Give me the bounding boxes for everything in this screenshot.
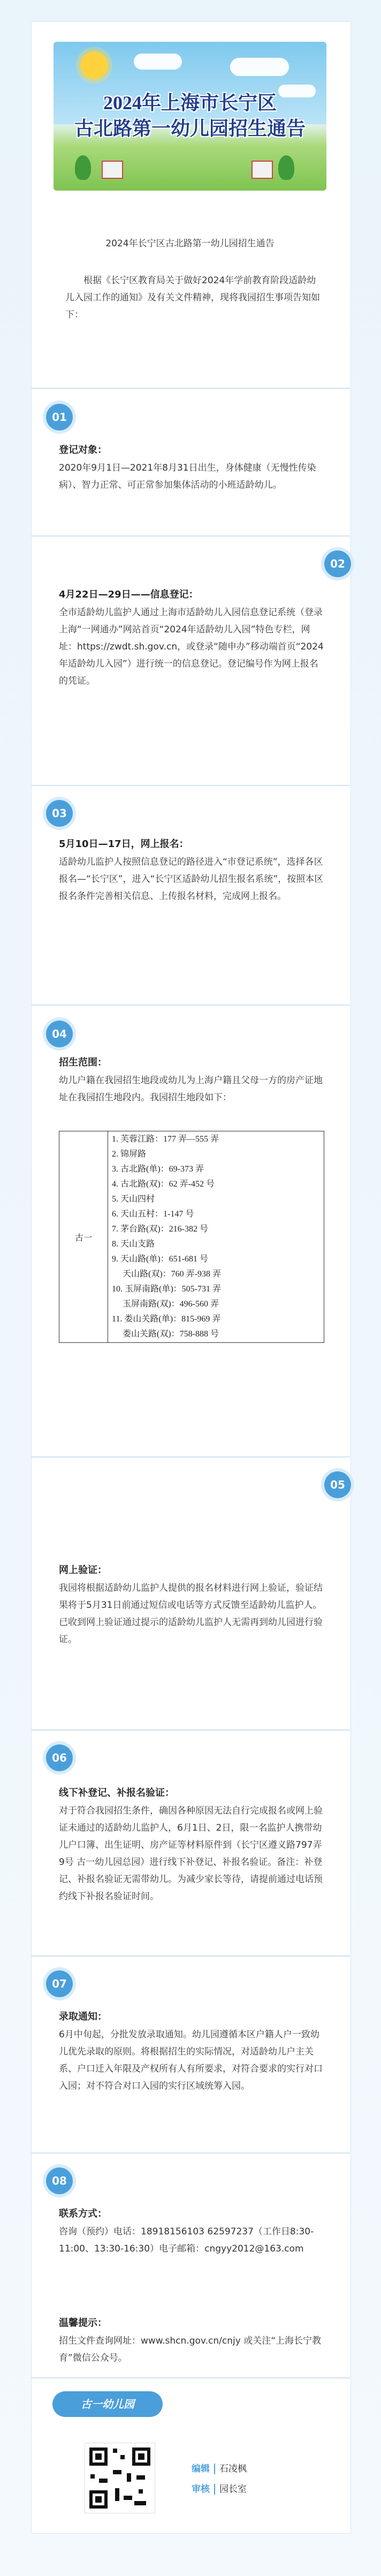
zone-row: 8. 天山支路 — [112, 1240, 155, 1249]
section-badge-02: 02 — [324, 550, 351, 577]
divider — [31, 785, 350, 786]
section-badge-05: 05 — [324, 1471, 351, 1498]
divider — [31, 1729, 350, 1731]
section-text-04: 幼儿户籍在我园招生地段或幼儿为上海户籍且父母一方的房产证地址在我园招生地段内。我园招生地段如下： — [59, 1075, 323, 1103]
intro-title: 2024年长宁区古北路第一幼儿园招生通告 — [105, 238, 275, 249]
zone-row: 6. 天山五村：1-147 号 — [112, 1210, 194, 1219]
section-badge-04: 04 — [46, 1021, 73, 1047]
section-heading-03: 5月10日—17日，网上报名： — [59, 838, 189, 850]
tips-heading: 温馨提示： — [59, 2317, 107, 2329]
editor-name: 石凌枫 — [219, 2464, 247, 2474]
zone-row: 天山路(双)：760 弄-938 弄 — [123, 1270, 221, 1279]
zone-row: 娄山关路(双)：758-888 号 — [123, 1329, 219, 1339]
zone-table — [59, 1131, 324, 1343]
zone-row: 1. 芙蓉江路：177 弄—555 弄 — [112, 1135, 219, 1144]
zone-row: 7. 茅台路(双)：216-382 号 — [112, 1225, 208, 1234]
section-text-06: 对于符合我园招生条件，确因各种原因无法自行完成报名或网上验证未通过的适龄幼儿监护人，6月1日、2日，限一名监护人携带幼儿户口簿、出生证明、房产证等材料原件到（长宁区遵义路797弄9号 古一幼儿园总园）进行线下补登记、补报名验证。备注：补登记、补报名验证无需带幼儿。为减少家长等待，请提前通过电话预约线下补报名验证时间。 — [59, 1806, 323, 1902]
zone-row: 10. 玉屏南路(单)：505-731 弄 — [112, 1285, 221, 1294]
cloud-icon — [134, 54, 182, 70]
zone-table-label: 古一 — [59, 1131, 108, 1343]
tips-text: 招生文件查询网址：www.shcn.gov.cn/cnjy 或关注“上海长宁教育”微信公众号。 — [59, 2336, 322, 2363]
review-label: 审核 — [192, 2484, 210, 2495]
divider — [31, 388, 350, 389]
zone-table-list — [108, 1131, 324, 1343]
house-icon — [102, 161, 123, 179]
intro-body: 根据《长宁区教育局关于做好2024年学前教育阶段适龄幼儿入园工作的通知》及有关文件精神，现将我园招生事项告知如下： — [65, 275, 320, 320]
section-badge-07: 07 — [46, 1970, 73, 1997]
section-text-08: 咨询（预约）电话：18918156103 62597237（工作日8:30-11:00、13:30-16:30）电子邮箱：cngyy2012@163.com — [59, 2226, 314, 2254]
section-heading-02: 4月22日—29日——信息登记： — [59, 589, 199, 600]
zone-row: 4. 古北路(双)：62 弄-452 号 — [112, 1180, 215, 1189]
banner-title-line2: 古北路第一幼儿园招生通告 — [74, 118, 306, 139]
tree-icon — [278, 155, 294, 180]
zone-row: 5. 天山四村 — [112, 1195, 155, 1204]
divider — [31, 2152, 350, 2154]
qr-code-icon — [85, 2443, 155, 2513]
zone-row: 2. 锦屏路 — [112, 1150, 147, 1159]
zone-row: 9. 天山路(单)：651-681 号 — [112, 1255, 208, 1264]
section-badge-08: 08 — [46, 2167, 73, 2194]
section-text-01: 2020年9月1日—2021年8月31日出生，身体健康（无慢性传染病）、智力正常、可正常参加集体活动的小班适龄幼儿。 — [59, 463, 316, 490]
review-name: 园长室 — [219, 2484, 247, 2495]
section-heading-06: 线下补登记、补报名验证： — [59, 1787, 174, 1799]
zone-row: 11. 娄山关路(单)：815-969 弄 — [112, 1315, 221, 1324]
review-credit — [192, 2481, 247, 2495]
zone-row: 3. 古北路(单)：69-373 弄 — [112, 1165, 204, 1174]
divider — [31, 2377, 350, 2378]
zone-row: 玉屏南路(双)：496-560 弄 — [123, 1300, 219, 1309]
section-heading-01: 登记对象： — [59, 444, 107, 456]
section-text-02: 全市适龄幼儿监护人通过上海市适龄幼儿入园信息登记系统（登录上海“一网通办”网站首页“2024年适龄幼儿入园”特色专栏，网址：https://zwdt.sh.gov.cn，或登录“随申办”移动端首页“2024年适龄幼儿入园”）进行统一的信息登记。登记编号作为网上报名的凭证。 — [59, 607, 324, 686]
section-heading-08: 联系方式： — [59, 2208, 107, 2219]
section-text-07: 6月中旬起，分批发放录取通知。幼儿园遵循本区户籍人户一致幼儿优先录取的原则。将根据招生的实际情况，对适龄幼儿户主关系、户口迁入年限及产权所有人有所要求，对符合要求的实行对口入园；对不符合对口入园的实行区域统筹入园。 — [59, 2029, 323, 2091]
kindergarten-name-badge: 古一幼儿园 — [52, 2391, 163, 2417]
section-badge-03: 03 — [46, 800, 73, 827]
section-heading-05: 网上验证： — [59, 1565, 107, 1576]
section-heading-04: 招生范围： — [59, 1057, 107, 1068]
sun-icon — [80, 51, 108, 79]
editor-label: 编辑 — [192, 2464, 210, 2474]
tree-icon — [75, 155, 91, 180]
house-icon — [252, 161, 273, 179]
section-heading-07: 录取通知： — [59, 2011, 107, 2022]
divider — [31, 1955, 350, 1956]
banner-image — [54, 42, 326, 191]
section-text-03: 适龄幼儿监护人按照信息登记的路径进入“市登记系统”，选择各区报名—“长宁区”，进入“长宁区适龄幼儿招生报名系统”，按照本区报名条件完善相关信息、上传报名材料，完成网上报名。 — [59, 857, 324, 902]
cloud-icon — [230, 58, 289, 76]
divider — [31, 1456, 350, 1457]
section-text-05: 我园将根据适龄幼儿监护人提供的报名材料进行网上验证，验证结果将于5月31日前通过短信或电话等方式反馈至适龄幼儿监护人。已收到网上验证通过提示的适龄幼儿监护人无需再到幼儿园进行验证。 — [59, 1583, 323, 1645]
divider — [31, 1004, 350, 1006]
editor-credit — [192, 2461, 247, 2474]
divider — [31, 535, 350, 537]
section-badge-01: 01 — [46, 404, 73, 430]
section-badge-06: 06 — [46, 1744, 73, 1771]
banner-title-line1: 2024年上海市长宁区 — [103, 92, 277, 114]
